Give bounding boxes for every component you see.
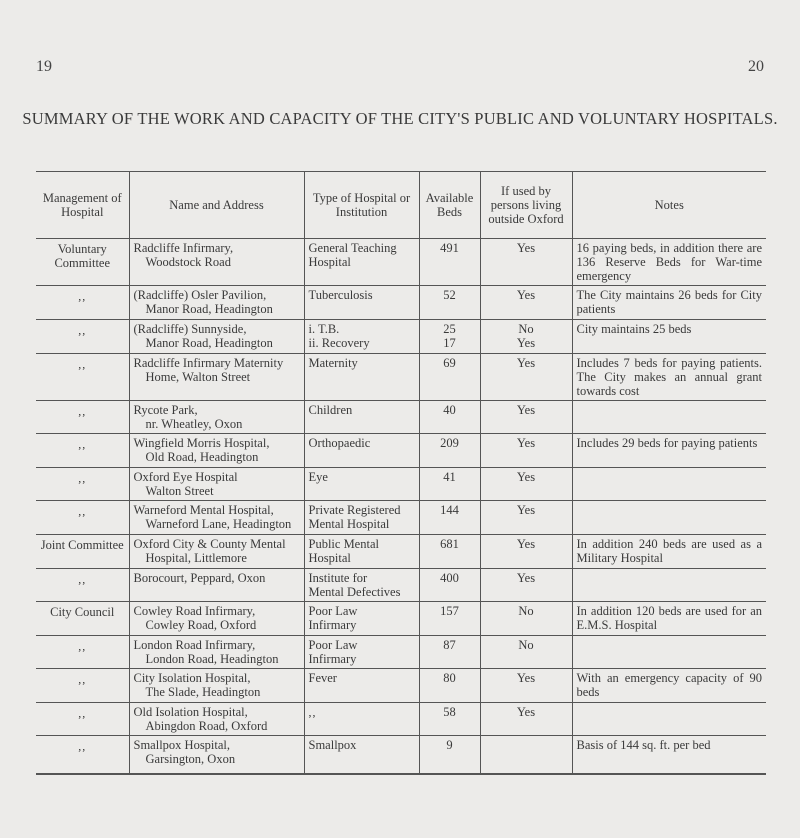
cell-beds1: 52 [443, 288, 456, 302]
cell-name-address [129, 736, 304, 774]
cell-res1: Yes [516, 470, 536, 484]
cell-type [304, 501, 419, 535]
cell-notes [572, 401, 766, 434]
cell-name1: Oxford Eye Hospital [133, 470, 238, 484]
cell-name1: Wingfield Morris Hospital, [133, 436, 270, 450]
cell-notes: With an emergency capacity of 90 beds [576, 671, 762, 699]
cell-type [304, 354, 419, 401]
cell-name-address [129, 320, 304, 354]
cell-used-by-outsiders [480, 501, 572, 535]
cell-beds1: 58 [443, 705, 456, 719]
header-notes: Notes [572, 172, 766, 239]
page-number-left: 19 [36, 58, 52, 75]
table-row [36, 354, 766, 401]
cell-beds [419, 286, 480, 320]
cell-type [304, 736, 419, 774]
cell-res1: No [518, 638, 534, 652]
cell-name-address [129, 286, 304, 320]
cell-beds1: 144 [440, 503, 459, 517]
cell-type1: Institute for [308, 571, 368, 585]
cell-type [304, 636, 419, 669]
cell-notes [572, 569, 766, 602]
cell-name2: Warneford Lane, Headington [145, 517, 292, 531]
cell-beds1: 41 [443, 470, 456, 484]
cell-management: ,, [78, 323, 87, 337]
cell-name1: (Radcliffe) Osler Pavilion, [133, 288, 267, 302]
cell-type [304, 468, 419, 501]
cell-notes [572, 535, 766, 569]
cell-name-address [129, 703, 304, 736]
table-row [36, 535, 766, 569]
cell-name-address [129, 239, 304, 286]
cell-notes: 16 paying beds, in addition there are 136 Reserve Beds for War-time emergency [576, 241, 762, 283]
cell-type1: Poor Law [308, 604, 358, 618]
cell-name-address [129, 636, 304, 669]
cell-name1: Oxford City & County Mental [133, 537, 286, 551]
table-row [36, 703, 766, 736]
cell-res1: Yes [516, 537, 536, 551]
cell-management: ,, [78, 504, 87, 518]
cell-beds1: 69 [443, 356, 456, 370]
cell-management [36, 535, 129, 569]
cell-used-by-outsiders [480, 286, 572, 320]
cell-management [36, 703, 129, 736]
table-row [36, 602, 766, 636]
cell-management [36, 286, 129, 320]
cell-type [304, 602, 419, 636]
cell-used-by-outsiders [480, 354, 572, 401]
cell-name1: Warneford Mental Hospital, [133, 503, 274, 517]
cell-name1: Radcliffe Infirmary Maternity [133, 356, 284, 370]
cell-used-by-outsiders [480, 736, 572, 774]
header-management: Management of Hospital [36, 172, 129, 239]
cell-type1: ,, [308, 705, 317, 719]
cell-management: ,, [78, 706, 87, 720]
cell-name-address [129, 535, 304, 569]
cell-notes [572, 320, 766, 354]
cell-beds [419, 239, 480, 286]
cell-notes [572, 239, 766, 286]
cell-beds1: 681 [440, 537, 459, 551]
cell-type2: Mental Hospital [308, 517, 390, 531]
cell-type [304, 239, 419, 286]
page-number-right: 20 [748, 58, 764, 75]
cell-management [36, 569, 129, 602]
cell-beds1: 157 [440, 604, 459, 618]
cell-management [36, 354, 129, 401]
cell-name2: Manor Road, Headington [145, 302, 273, 316]
cell-beds [419, 535, 480, 569]
cell-type1: General Teaching [308, 241, 397, 255]
cell-management: ,, [78, 471, 87, 485]
cell-used-by-outsiders [480, 239, 572, 286]
cell-res1: No [518, 322, 534, 336]
cell-name-address [129, 354, 304, 401]
cell-notes: Basis of 144 sq. ft. per bed [576, 738, 711, 752]
cell-type2: Hospital [308, 255, 351, 269]
cell-type2: ii. Recovery [308, 336, 370, 350]
cell-beds1: 25 [443, 322, 456, 336]
cell-type1: Children [308, 403, 353, 417]
cell-name1: Borocourt, Peppard, Oxon [133, 571, 266, 585]
cell-name2: Garsington, Oxon [145, 752, 236, 766]
cell-beds [419, 354, 480, 401]
cell-management: ,, [78, 404, 87, 418]
cell-res1: Yes [516, 571, 536, 585]
header-name: Name and Address [129, 172, 304, 239]
cell-used-by-outsiders [480, 468, 572, 501]
cell-beds1: 400 [440, 571, 459, 585]
cell-type1: Eye [308, 470, 328, 484]
table-row [36, 239, 766, 286]
cell-name2: The Slade, Headington [145, 685, 261, 699]
table-row [36, 468, 766, 501]
cell-type [304, 669, 419, 703]
cell-res1: Yes [516, 241, 536, 255]
cell-name-address [129, 501, 304, 535]
cell-management: ,, [78, 572, 87, 586]
cell-notes [572, 669, 766, 703]
table-row [36, 320, 766, 354]
cell-name-address [129, 602, 304, 636]
cell-name-address [129, 669, 304, 703]
cell-used-by-outsiders [480, 401, 572, 434]
cell-type2: Hospital [308, 551, 351, 565]
cell-name1: Radcliffe Infirmary, [133, 241, 234, 255]
header-resident: If used by persons living outside Oxford [480, 172, 572, 239]
table-row [36, 501, 766, 535]
cell-management: ,, [78, 639, 87, 653]
cell-beds [419, 569, 480, 602]
cell-name-address [129, 434, 304, 468]
cell-used-by-outsiders [480, 535, 572, 569]
cell-beds [419, 602, 480, 636]
cell-res1: Yes [516, 671, 536, 685]
cell-res1: Yes [516, 705, 536, 719]
cell-beds2: 17 [443, 336, 456, 350]
cell-name2: nr. Wheatley, Oxon [145, 417, 243, 431]
cell-name-address [129, 569, 304, 602]
cell-name-address [129, 468, 304, 501]
cell-beds [419, 468, 480, 501]
cell-type [304, 320, 419, 354]
cell-beds1: 80 [443, 671, 456, 685]
cell-name2: Hospital, Littlemore [145, 551, 247, 565]
cell-name1: Old Isolation Hospital, [133, 705, 248, 719]
cell-used-by-outsiders [480, 434, 572, 468]
cell-name1: Smallpox Hospital, [133, 738, 231, 752]
cell-management: ,, [78, 672, 87, 686]
cell-notes [572, 736, 766, 774]
cell-notes: Includes 29 beds for paying patients [576, 436, 758, 450]
cell-name1: London Road Infirmary, [133, 638, 256, 652]
cell-type1: Smallpox [308, 738, 357, 752]
cell-notes [572, 501, 766, 535]
cell-used-by-outsiders [480, 636, 572, 669]
cell-management [36, 669, 129, 703]
cell-management: ,, [78, 289, 87, 303]
cell-res1: Yes [516, 436, 536, 450]
cell-beds [419, 736, 480, 774]
cell-res1: Yes [516, 288, 536, 302]
page-title: SUMMARY OF THE WORK AND CAPACITY OF THE CITY'S PUBLIC AND VOLUNTARY HOSPITALS. [22, 109, 778, 128]
hospitals-table [36, 171, 766, 775]
cell-management: City Council [50, 605, 115, 619]
cell-used-by-outsiders [480, 703, 572, 736]
cell-notes: Includes 7 beds for paying patients. The City makes an annual grant towards cost [576, 356, 762, 398]
table-row [36, 434, 766, 468]
cell-management: ,, [78, 357, 87, 371]
cell-management [36, 434, 129, 468]
cell-beds [419, 669, 480, 703]
cell-used-by-outsiders [480, 320, 572, 354]
cell-type2: Mental Defectives [308, 585, 401, 599]
cell-management [36, 239, 129, 286]
cell-name2: London Road, Headington [145, 652, 279, 666]
cell-notes: City maintains 25 beds [576, 322, 692, 336]
header-type: Type of Hospital or Institution [304, 172, 419, 239]
cell-name2: Abingdon Road, Oxford [145, 719, 268, 733]
cell-management [36, 320, 129, 354]
cell-management [36, 602, 129, 636]
cell-notes: In addition 240 beds are used as a Military Hospital [576, 537, 762, 565]
cell-type2: Infirmary [308, 618, 357, 632]
cell-notes [572, 602, 766, 636]
cell-type [304, 286, 419, 320]
cell-name2: Home, Walton Street [145, 370, 251, 384]
cell-type1: Tuberculosis [308, 288, 373, 302]
cell-type [304, 434, 419, 468]
cell-used-by-outsiders [480, 569, 572, 602]
cell-name2: Walton Street [145, 484, 214, 498]
cell-management: Joint Committee [40, 538, 124, 552]
table-row [36, 286, 766, 320]
table-row [36, 736, 766, 774]
cell-type [304, 535, 419, 569]
cell-notes [572, 434, 766, 468]
cell-management [36, 736, 129, 774]
cell-used-by-outsiders [480, 669, 572, 703]
cell-management [36, 401, 129, 434]
cell-name2: Manor Road, Headington [145, 336, 273, 350]
cell-res1: Yes [516, 356, 536, 370]
cell-name2: Woodstock Road [145, 255, 231, 269]
cell-name1: Cowley Road Infirmary, [133, 604, 256, 618]
cell-beds1: 9 [446, 738, 453, 752]
table-row [36, 669, 766, 703]
table-row [36, 401, 766, 434]
cell-beds1: 209 [440, 436, 459, 450]
cell-type1: Poor Law [308, 638, 358, 652]
cell-management: ,, [78, 437, 87, 451]
cell-notes: In addition 120 beds are used for an E.M.S. Hospital [576, 604, 762, 632]
cell-type1: Maternity [308, 356, 358, 370]
cell-notes [572, 636, 766, 669]
cell-res1: No [518, 604, 534, 618]
cell-type1: Public Mental [308, 537, 379, 551]
cell-management: ,, [78, 739, 87, 753]
cell-name1: City Isolation Hospital, [133, 671, 251, 685]
cell-name2: Cowley Road, Oxford [145, 618, 257, 632]
cell-type1: Orthopaedic [308, 436, 371, 450]
cell-res1: Yes [516, 503, 536, 517]
cell-notes [572, 286, 766, 320]
cell-beds [419, 703, 480, 736]
table-row [36, 569, 766, 602]
cell-used-by-outsiders [480, 602, 572, 636]
cell-name2: Old Road, Headington [145, 450, 259, 464]
cell-beds1: 87 [443, 638, 456, 652]
cell-type1: Fever [308, 671, 337, 685]
cell-beds [419, 636, 480, 669]
cell-name-address [129, 401, 304, 434]
cell-type [304, 569, 419, 602]
cell-management [36, 468, 129, 501]
cell-res1: Yes [516, 403, 536, 417]
cell-management [36, 501, 129, 535]
cell-notes [572, 703, 766, 736]
cell-type [304, 401, 419, 434]
cell-type1: Private Registered [308, 503, 401, 517]
cell-beds [419, 434, 480, 468]
cell-name1: (Radcliffe) Sunnyside, [133, 322, 247, 336]
cell-name1: Rycote Park, [133, 403, 198, 417]
table-row [36, 636, 766, 669]
cell-res2: Yes [516, 336, 536, 350]
cell-beds [419, 320, 480, 354]
cell-notes: The City maintains 26 beds for City patients [576, 288, 762, 316]
cell-beds [419, 501, 480, 535]
cell-beds [419, 401, 480, 434]
table-header-row [36, 172, 766, 239]
cell-beds1: 40 [443, 403, 456, 417]
cell-notes [572, 468, 766, 501]
cell-type [304, 703, 419, 736]
cell-type1: i. T.B. [308, 322, 340, 336]
cell-notes [572, 354, 766, 401]
cell-type2: Infirmary [308, 652, 357, 666]
cell-management: Voluntary Committee [54, 242, 111, 270]
header-beds: Available Beds [419, 172, 480, 239]
cell-beds1: 491 [440, 241, 459, 255]
cell-management [36, 636, 129, 669]
